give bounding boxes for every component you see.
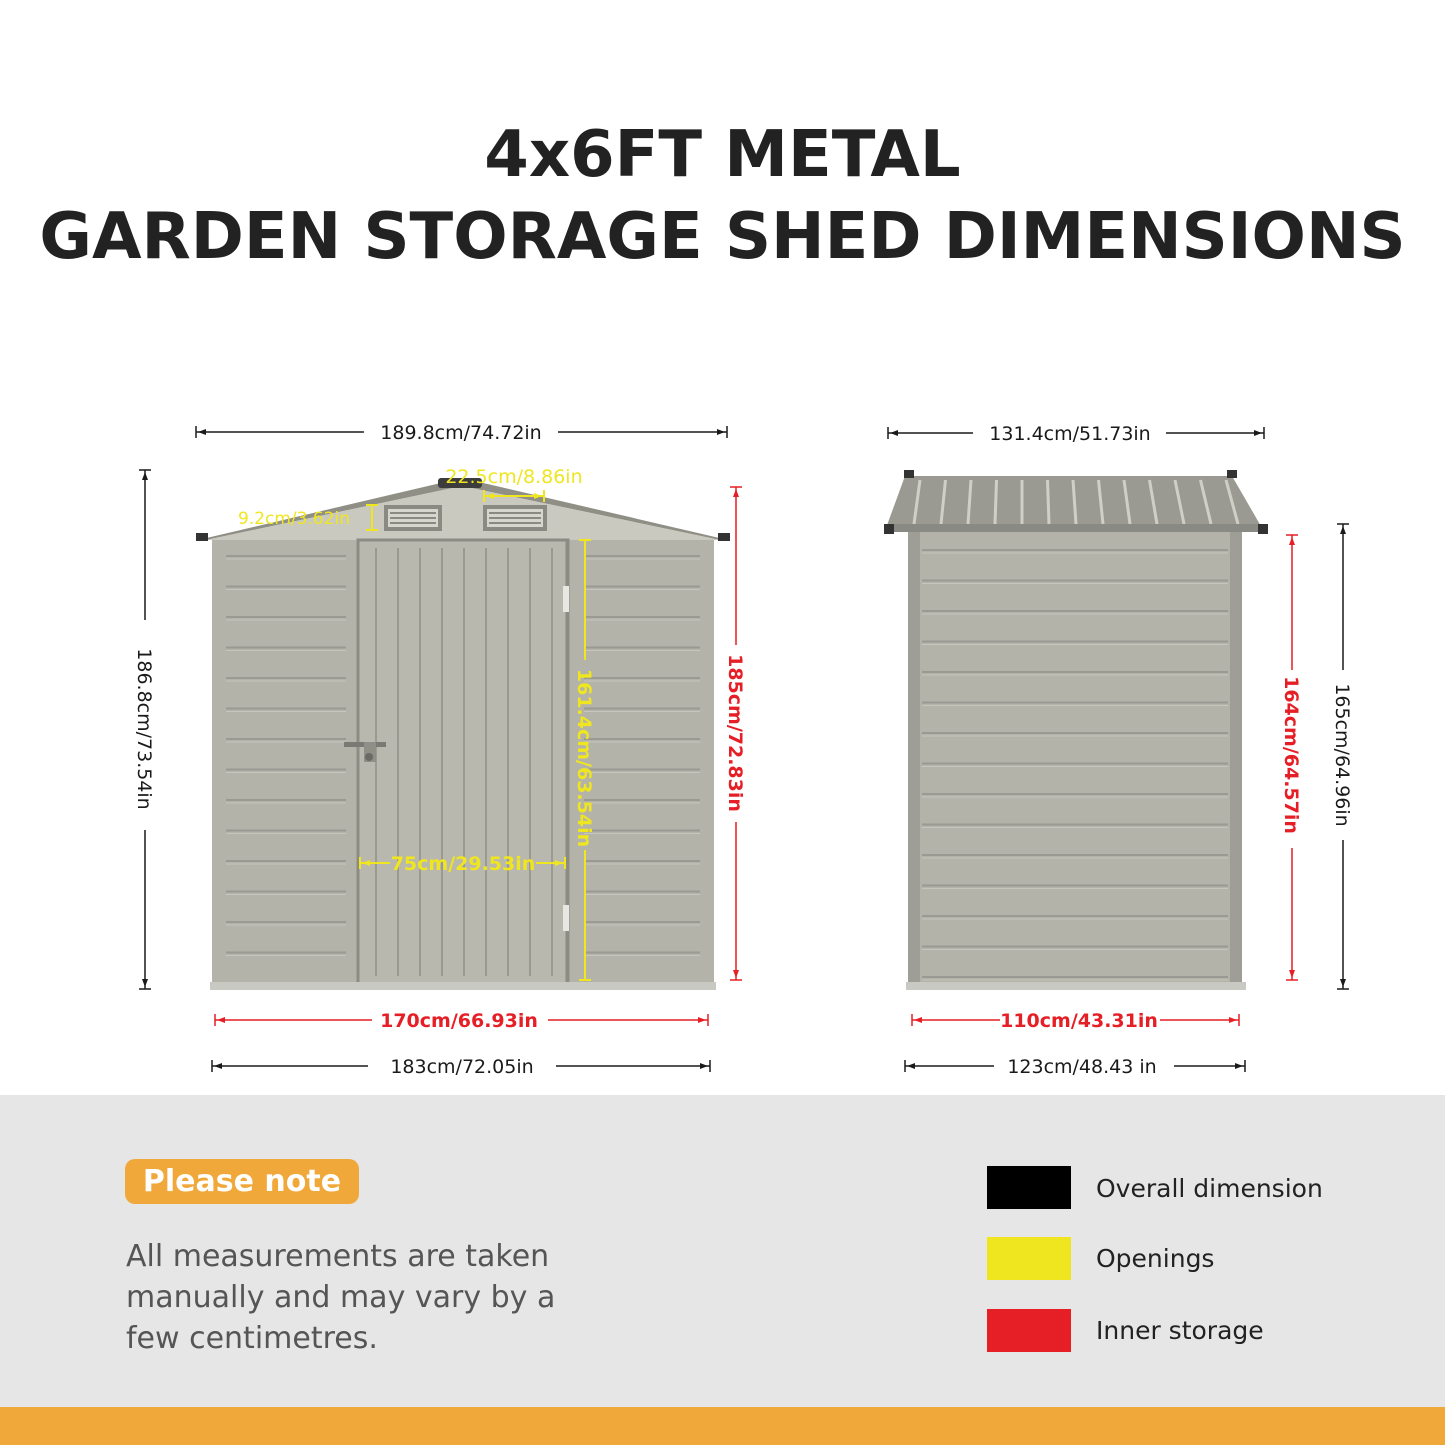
legend-label-openings: Openings	[1096, 1244, 1215, 1273]
label-side-roof-depth: 131.4cm/51.73in	[989, 423, 1151, 445]
legend-label-inner: Inner storage	[1096, 1316, 1264, 1345]
hinge-bottom	[563, 905, 569, 931]
dim-front-base-width	[212, 1056, 710, 1078]
label-side-inner-height: 164cm/64.57in	[1280, 676, 1302, 834]
front-shed-illustration	[196, 478, 730, 990]
label-door-width: 75cm/29.53in	[390, 853, 536, 875]
label-front-inner-height: 185cm/72.83in	[724, 654, 746, 812]
note-text: All measurements are taken manually and may vary by a few centimetres.	[126, 1239, 556, 1356]
side-base	[906, 982, 1246, 990]
label-front-roof-width: 189.8cm/74.72in	[380, 422, 542, 444]
please-note-badge: Please note	[125, 1159, 359, 1204]
dim-front-inner-width	[215, 1010, 708, 1032]
label-front-overall-height: 186.8cm/73.54in	[133, 648, 155, 810]
vent-left-icon	[384, 505, 442, 531]
page-title-line-2: GARDEN STORAGE SHED DIMENSIONS	[39, 200, 1406, 274]
legend-swatch-openings	[987, 1237, 1071, 1280]
page-title-line-1: 4x6FT METAL	[484, 118, 961, 192]
legend-swatch-overall	[987, 1166, 1071, 1209]
dim-side-inner-depth	[912, 1010, 1239, 1032]
footer-accent-bar	[0, 1407, 1445, 1445]
label-door-height: 161.4cm/63.54in	[573, 668, 595, 848]
dim-front-roof-width	[196, 422, 727, 444]
dim-door-width	[360, 853, 565, 875]
dim-side-base-depth	[905, 1056, 1245, 1078]
label-side-base-depth: 123cm/48.43 in	[1007, 1056, 1157, 1078]
dim-side-roof-depth	[888, 423, 1264, 445]
label-vent-width: 22.5cm/8.86in	[445, 466, 583, 488]
label-front-inner-width: 170cm/66.93in	[380, 1010, 538, 1032]
legend-label-overall: Overall dimension	[1096, 1174, 1323, 1203]
dim-side-inner-height	[1280, 535, 1302, 980]
front-base	[210, 982, 716, 990]
label-front-base-width: 183cm/72.05in	[390, 1056, 534, 1078]
label-side-overall-height: 165cm/64.96in	[1331, 683, 1353, 827]
label-side-inner-depth: 110cm/43.31in	[1000, 1010, 1158, 1032]
label-vent-height: 9.2cm/3.62in	[237, 509, 351, 529]
dim-front-inner-height	[724, 487, 746, 980]
side-shed-illustration	[884, 470, 1268, 990]
dim-side-overall-height	[1331, 524, 1353, 989]
legend-swatch-inner	[987, 1309, 1071, 1352]
dim-front-overall-height	[133, 470, 155, 989]
hinge-top	[563, 586, 569, 612]
vent-right-icon	[483, 505, 547, 531]
